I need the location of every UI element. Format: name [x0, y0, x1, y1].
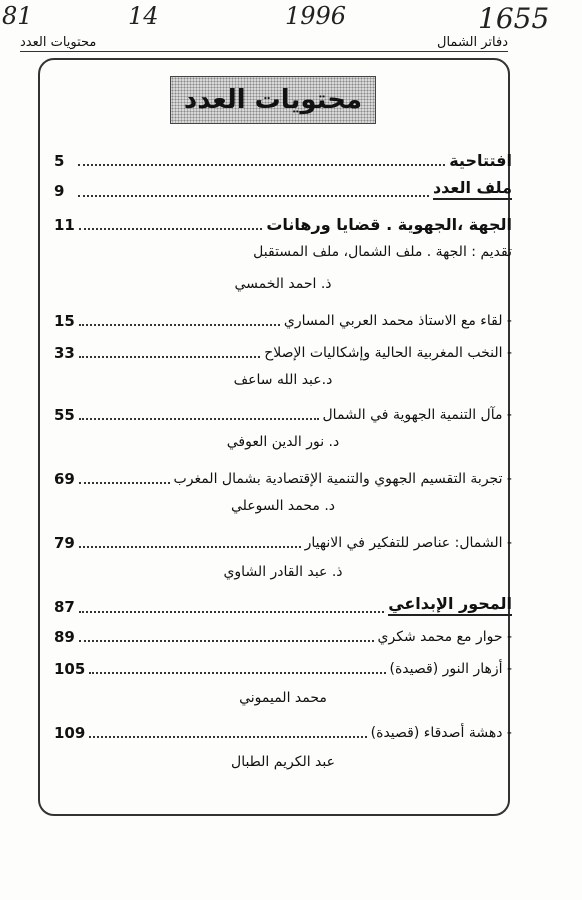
toc-page-number: 105 [54, 660, 86, 678]
dot-leader [79, 482, 170, 484]
toc-section-dossier [54, 176, 512, 200]
toc-page-number: 5 [54, 152, 65, 170]
toc-page-number: 109 [54, 724, 86, 742]
toc-author: ذ. احمد الخمسي [234, 276, 332, 292]
running-head-section: محتويات العدد [20, 35, 97, 50]
toc-entry [54, 528, 512, 552]
toc-page-number: 79 [54, 534, 75, 552]
toc-entry-title: - حوار مع محمد شكري [377, 629, 512, 645]
handwritten-year: 1996 [285, 2, 347, 30]
toc-page-number: 55 [54, 406, 75, 424]
dot-leader [89, 672, 385, 674]
title-box [170, 76, 376, 124]
toc-page-number: 33 [54, 344, 75, 362]
dot-leader [89, 736, 366, 738]
toc-entry-title: - مآل التنمية الجهوية في الشمال [322, 407, 512, 423]
dot-leader [79, 546, 301, 548]
toc-entry-title: الجهة ،الجهوية . قضايا ورهانات [266, 215, 512, 234]
dot-leader [79, 640, 374, 642]
toc-entry-title: - دهشة أصدقاء (قصيدة) [370, 725, 512, 741]
toc-page-number: 87 [54, 598, 75, 616]
toc-entry [54, 718, 512, 742]
toc-entry [54, 654, 512, 678]
toc-section-title: ملف العدد [433, 179, 512, 200]
dot-leader [79, 228, 262, 230]
toc-section-title: المحور الإبداعي [388, 595, 512, 616]
toc-author: محمد الميموني [239, 690, 327, 706]
toc-entry [54, 306, 512, 330]
toc-page-number: 15 [54, 312, 75, 330]
dot-leader [79, 356, 260, 358]
toc-author: ذ. عبد القادر الشاوي [223, 564, 343, 580]
toc-entry-title: - أزهار النور (قصيدة) [389, 661, 512, 677]
running-head-journal: دفاتر الشمال [437, 35, 508, 50]
dot-leader [79, 418, 319, 420]
dot-leader [78, 164, 445, 166]
toc-page-number: 69 [54, 470, 75, 488]
toc-author: عبد الكريم الطبال [231, 754, 335, 770]
handwritten-number-b: 14 [128, 2, 159, 30]
toc-entry [54, 400, 512, 424]
dot-leader [78, 195, 429, 197]
toc-entry-title: - تجربة التقسيم الجهوي والتنمية الإقتصادية بشمال المغرب [173, 471, 512, 487]
handwritten-number-d: 1655 [478, 2, 550, 35]
toc-entry-title: افتتاحية [449, 151, 512, 170]
toc-entry [54, 464, 512, 488]
toc-author: د. محمد السوعلي [230, 498, 336, 514]
toc-entry-editorial [54, 146, 512, 170]
toc-entry [54, 622, 512, 646]
toc-author: د.عبد الله ساعف [233, 372, 333, 388]
dot-leader [79, 611, 384, 613]
toc-entry-title: - الشمال: عناصر للتفكير في الانهيار [304, 535, 512, 551]
toc-page-number: 11 [54, 216, 75, 234]
handwritten-number-a: 81 [2, 2, 33, 30]
dot-leader [79, 324, 280, 326]
toc-page-number: 9 [54, 182, 65, 200]
page-title: محتويات العدد [183, 85, 363, 115]
toc-section-creative [54, 592, 512, 616]
toc-entry-region [54, 210, 512, 234]
toc-entry-title: - لقاء مع الاستاذ محمد العربي المساري [283, 313, 512, 329]
toc-entry [54, 338, 512, 362]
toc-author: د. نور الدين العوفي [226, 434, 340, 450]
toc-entry-title: - النخب المغربية الحالية وإشكاليات الإصلاح [264, 345, 512, 361]
toc-intro-line: تقديم : الجهة . ملف الشمال، ملف المستقبل [253, 244, 512, 260]
toc-page-number: 89 [54, 628, 75, 646]
running-head [20, 33, 508, 52]
